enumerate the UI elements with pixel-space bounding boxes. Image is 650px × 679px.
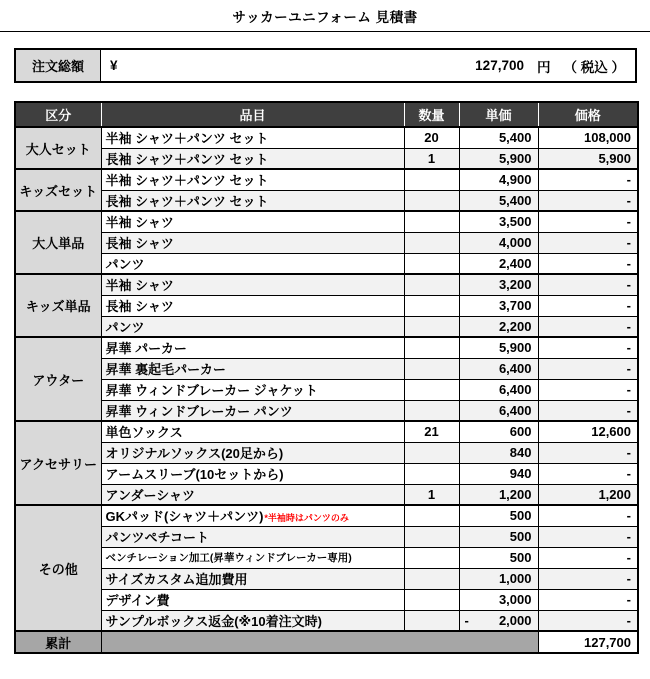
unit-price-cell: 500 [459,505,538,526]
item-name-cell: パンツ [101,253,404,274]
order-total-box [14,48,637,83]
quantity-cell: 20 [404,127,459,148]
unit-price-cell: 5,400 [459,190,538,211]
price-cell: 12,600 [538,421,638,442]
header-price: 価格 [538,102,638,127]
price-cell: 1,200 [538,484,638,505]
price-cell: - [538,358,638,379]
order-total-tax-note: （ 税込 ） [563,59,625,75]
item-name-cell: パンツ [101,316,404,337]
order-total-value [101,50,635,81]
gk-pad-note: *半袖時はパンツのみ [264,513,349,524]
table-row [15,463,638,484]
item-name-cell: 半袖 シャツ [101,274,404,295]
unit-price-cell: 3,700 [459,295,538,316]
table-row [15,442,638,463]
item-name-cell: オリジナルソックス(20足から) [101,442,404,463]
quantity-cell: 1 [404,484,459,505]
item-name-cell: サイズカスタム追加費用 [101,568,404,589]
table-row [15,169,638,190]
table-row [15,337,638,358]
quantity-cell [404,526,459,547]
item-name-cell: ベンチレーション加工(昇華ウィンドブレーカー専用) [101,547,404,568]
table-row [15,274,638,295]
item-name-cell: 半袖 シャツ [101,211,404,232]
table-row [15,295,638,316]
unit-price-cell: 840 [459,442,538,463]
unit-price-cell: 3,200 [459,274,538,295]
table-row [15,253,638,274]
item-name-cell [101,505,404,526]
price-cell: 108,000 [538,127,638,148]
table-row [15,610,638,631]
quantity-cell [404,316,459,337]
quantity-cell [404,610,459,631]
unit-price-cell: 5,900 [459,148,538,169]
header-quantity: 数量 [404,102,459,127]
unit-price-cell: 3,500 [459,211,538,232]
unit-price-cell: 4,000 [459,232,538,253]
unit-price-cell: 6,400 [459,400,538,421]
table-row [15,211,638,232]
quantity-cell [404,442,459,463]
category-cell: 大人単品 [15,211,101,274]
unit-price-cell: 6,400 [459,358,538,379]
quantity-cell [404,253,459,274]
item-name-text: GKパッド(シャツ＋パンツ) [105,509,264,525]
price-cell: - [538,400,638,421]
total-price-cell: 127,700 [538,631,638,653]
quantity-cell [404,379,459,400]
minus-sign: - [464,612,469,628]
price-cell: - [538,568,638,589]
price-cell: - [538,253,638,274]
unit-price-cell: 500 [459,526,538,547]
price-cell: - [538,547,638,568]
item-name-cell: 昇華 パーカー [101,337,404,358]
quantity-cell [404,232,459,253]
price-cell: - [538,316,638,337]
item-name-cell: パンツペチコート [101,526,404,547]
header-unit-price: 単価 [459,102,538,127]
unit-price-cell: 6,400 [459,379,538,400]
quantity-cell [404,274,459,295]
table-row [15,148,638,169]
quantity-cell [404,169,459,190]
item-name-cell: 昇華 ウィンドブレーカー パンツ [101,400,404,421]
item-name-cell: 昇華 ウィンドブレーカー ジャケット [101,379,404,400]
unit-price-cell: 4,900 [459,169,538,190]
table-row [15,484,638,505]
header-category: 区分 [15,102,101,127]
price-cell: - [538,232,638,253]
page-title: サッカーユニフォーム 見積書 [232,10,418,25]
unit-price-cell: 2,400 [459,253,538,274]
unit-price-cell: 600 [459,421,538,442]
table-row [15,505,638,526]
estimate-table [14,101,639,654]
unit-price-cell: 1,000 [459,568,538,589]
unit-price-cell: 500 [459,547,538,568]
table-row [15,127,638,148]
unit-price-cell: 1,200 [459,484,538,505]
order-total-amount: 127,700 [475,58,524,73]
table-row [15,421,638,442]
quantity-cell [404,547,459,568]
item-name-cell: 単色ソックス [101,421,404,442]
price-cell: - [538,211,638,232]
unit-price-cell [459,610,538,631]
quantity-cell: 1 [404,148,459,169]
price-cell: - [538,610,638,631]
quantity-cell [404,505,459,526]
unit-price-cell: 940 [459,463,538,484]
category-cell: アクセサリー [15,421,101,505]
order-total-label: 注文総額 [16,50,101,81]
quantity-cell [404,463,459,484]
quantity-cell: 21 [404,421,459,442]
quantity-cell [404,190,459,211]
item-name-cell: サンプルボックス返金(※10着注文時) [101,610,404,631]
title-divider [0,31,650,32]
category-cell: 大人セット [15,127,101,169]
total-label-cell: 累計 [15,631,101,653]
currency-symbol: ¥ [110,58,118,73]
item-name-cell: アームスリーブ(10セットから) [101,463,404,484]
table-row [15,190,638,211]
total-row [15,631,638,653]
header-item: 品目 [101,102,404,127]
item-name-cell: 半袖 シャツ＋パンツ セット [101,169,404,190]
unit-price-cell: 5,900 [459,337,538,358]
table-row [15,379,638,400]
category-cell: キッズセット [15,169,101,211]
table-row [15,358,638,379]
quantity-cell [404,358,459,379]
item-name-cell: アンダーシャツ [101,484,404,505]
item-name-cell: 長袖 シャツ＋パンツ セット [101,190,404,211]
unit-price-text: 2,000 [498,612,532,628]
item-name-cell: 昇華 裏起毛パーカー [101,358,404,379]
item-name-cell: 半袖 シャツ＋パンツ セット [101,127,404,148]
total-spacer-cell [101,631,538,653]
price-cell: - [538,169,638,190]
table-row [15,316,638,337]
price-cell: - [538,442,638,463]
item-name-cell: デザイン費 [101,589,404,610]
table-row [15,400,638,421]
table-row [15,568,638,589]
table-row [15,232,638,253]
price-cell: - [538,463,638,484]
price-cell: 5,900 [538,148,638,169]
table-row [15,547,638,568]
header-row [15,102,638,127]
price-cell: - [538,526,638,547]
category-cell: アウター [15,337,101,421]
category-cell: その他 [15,505,101,631]
order-total-unit: 円 [536,59,551,75]
price-cell: - [538,337,638,358]
quantity-cell [404,400,459,421]
unit-price-cell: 3,000 [459,589,538,610]
price-cell: - [538,589,638,610]
price-cell: - [538,379,638,400]
price-cell: - [538,190,638,211]
quantity-cell [404,295,459,316]
unit-price-cell: 5,400 [459,127,538,148]
item-name-cell: 長袖 シャツ [101,232,404,253]
table-row [15,526,638,547]
table-row [15,589,638,610]
price-cell: - [538,274,638,295]
quantity-cell [404,211,459,232]
quantity-cell [404,568,459,589]
item-name-cell: 長袖 シャツ [101,295,404,316]
quantity-cell [404,589,459,610]
unit-price-cell: 2,200 [459,316,538,337]
item-name-cell: 長袖 シャツ＋パンツ セット [101,148,404,169]
quantity-cell [404,337,459,358]
price-cell: - [538,505,638,526]
price-cell: - [538,295,638,316]
category-cell: キッズ単品 [15,274,101,337]
